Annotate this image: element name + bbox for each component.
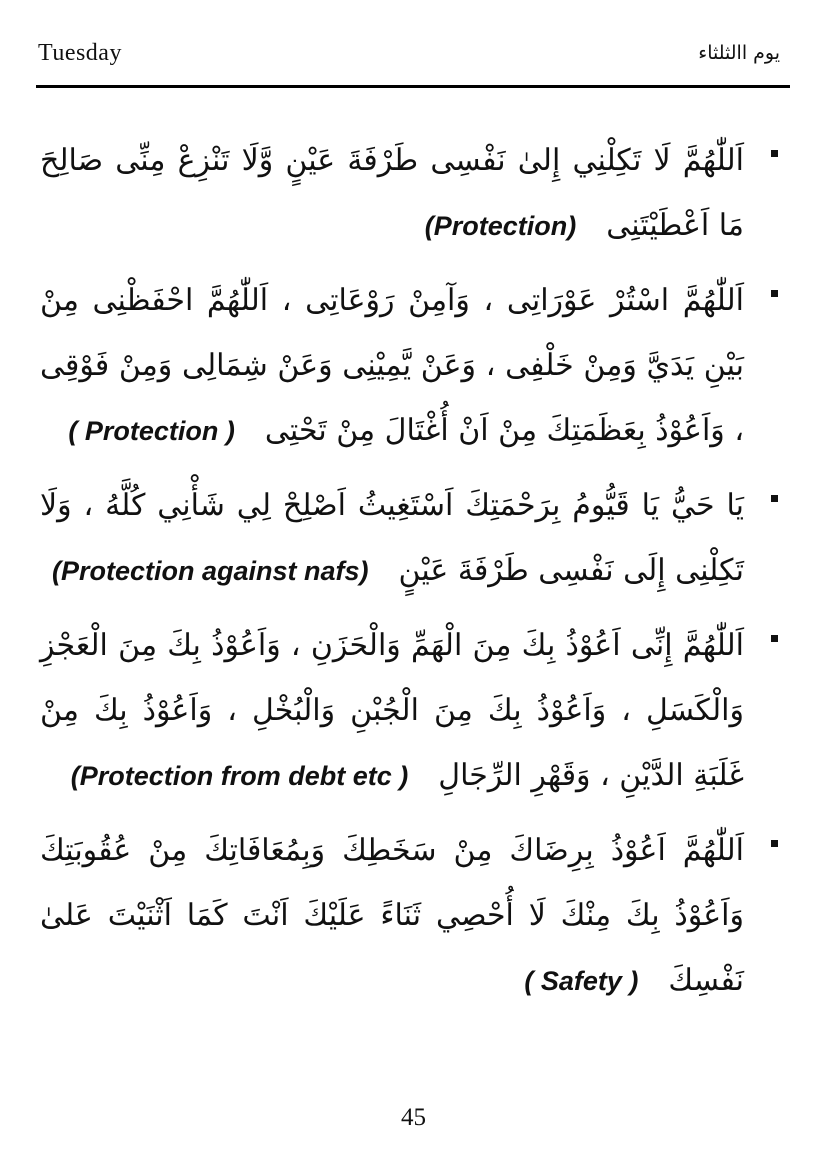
supplication-item (40, 473, 782, 603)
bullet-icon (771, 290, 778, 297)
supplication-tag: ( Protection ) (68, 416, 235, 446)
supplication-arabic: اَللّٰهُمَّ لَا تَكِلْنِي إِلىٰ نَفْسِى طَرْفَةَ عَيْنٍ وَّلَا تَنْزِعْ مِنِّى صَالِحَ مَا اَعْطَيْتَنِى (40, 143, 744, 243)
day-arabic: يوم االثلثاء (698, 42, 780, 64)
supplication-item (40, 268, 782, 463)
supplication-tag: ( Safety ) (524, 966, 639, 996)
header-rule (36, 85, 790, 88)
supplication-item (40, 818, 782, 1013)
page-header (38, 38, 790, 78)
supplication-arabic: اَللّٰهُمَّ إِنِّى اَعُوْذُ بِكَ مِنَ الْهَمِّ وَالْحَزَنِ ، وَاَعُوْذُ بِكَ مِنَ الْعَجْزِ وَالْكَسَلِ ، وَاَعُوْذُ بِكَ مِنَ الْجُبْنِ وَالْبُخْلِ ، وَاَعُوْذُ بِكَ مِنْ غَلَبَةِ الدَّيْنِ ، وَقَهْرِ الرِّجَالِ (40, 628, 744, 793)
supplication-item (40, 613, 782, 808)
page-number: 45 (401, 1104, 426, 1131)
supplication-tag: (Protection from debt etc ) (70, 761, 409, 791)
supplication-tag: (Protection against nafs) (51, 556, 369, 586)
bullet-icon (771, 635, 778, 642)
supplication-arabic: اَللّٰهُمَّ اسْتُرْ عَوْرَاتِى ، وَآمِنْ رَوْعَاتِى ، اَللّٰهُمَّ احْفَظْنِى مِنْ بَيْنِ يَدَيَّ وَمِنْ خَلْفِى ، وَعَنْ يَّمِيْنِى وَعَنْ شِمَالِى وَمِنْ فَوْقِى ، وَاَعُوْذُ بِعَظَمَتِكَ مِنْ اَنْ أُغْتَالَ مِنْ تَحْتِى (40, 283, 744, 448)
day-english: Tuesday (38, 40, 122, 66)
supplication-arabic: يَا حَيُّ يَا قَيُّومُ بِرَحْمَتِكَ اَسْتَغِيثُ اَصْلِحْ لِي شَأْنِي كُلَّهُ ، وَلَا تَكِلْنِى إِلَى نَفْسِى طَرْفَةَ عَيْنٍ (40, 488, 744, 588)
bullet-icon (771, 150, 778, 157)
supplication-tag: (Protection) (424, 211, 577, 241)
bullet-icon (771, 495, 778, 502)
bullet-icon (771, 840, 778, 847)
supplication-list (40, 128, 782, 1023)
supplication-arabic: اَللّٰهُمَّ اَعُوْذُ بِرِضَاكَ مِنْ سَخَطِكَ وَبِمُعَافَاتِكَ مِنْ عُقُوبَتِكَ وَاَعُوْذُ بِكَ مِنْكَ لَا أُحْصِي ثَنَاءً عَلَيْكَ اَنْتَ كَمَا اَثْنَيْتَ عَلىٰ نَفْسِكَ (40, 833, 744, 998)
supplication-item (40, 128, 782, 258)
